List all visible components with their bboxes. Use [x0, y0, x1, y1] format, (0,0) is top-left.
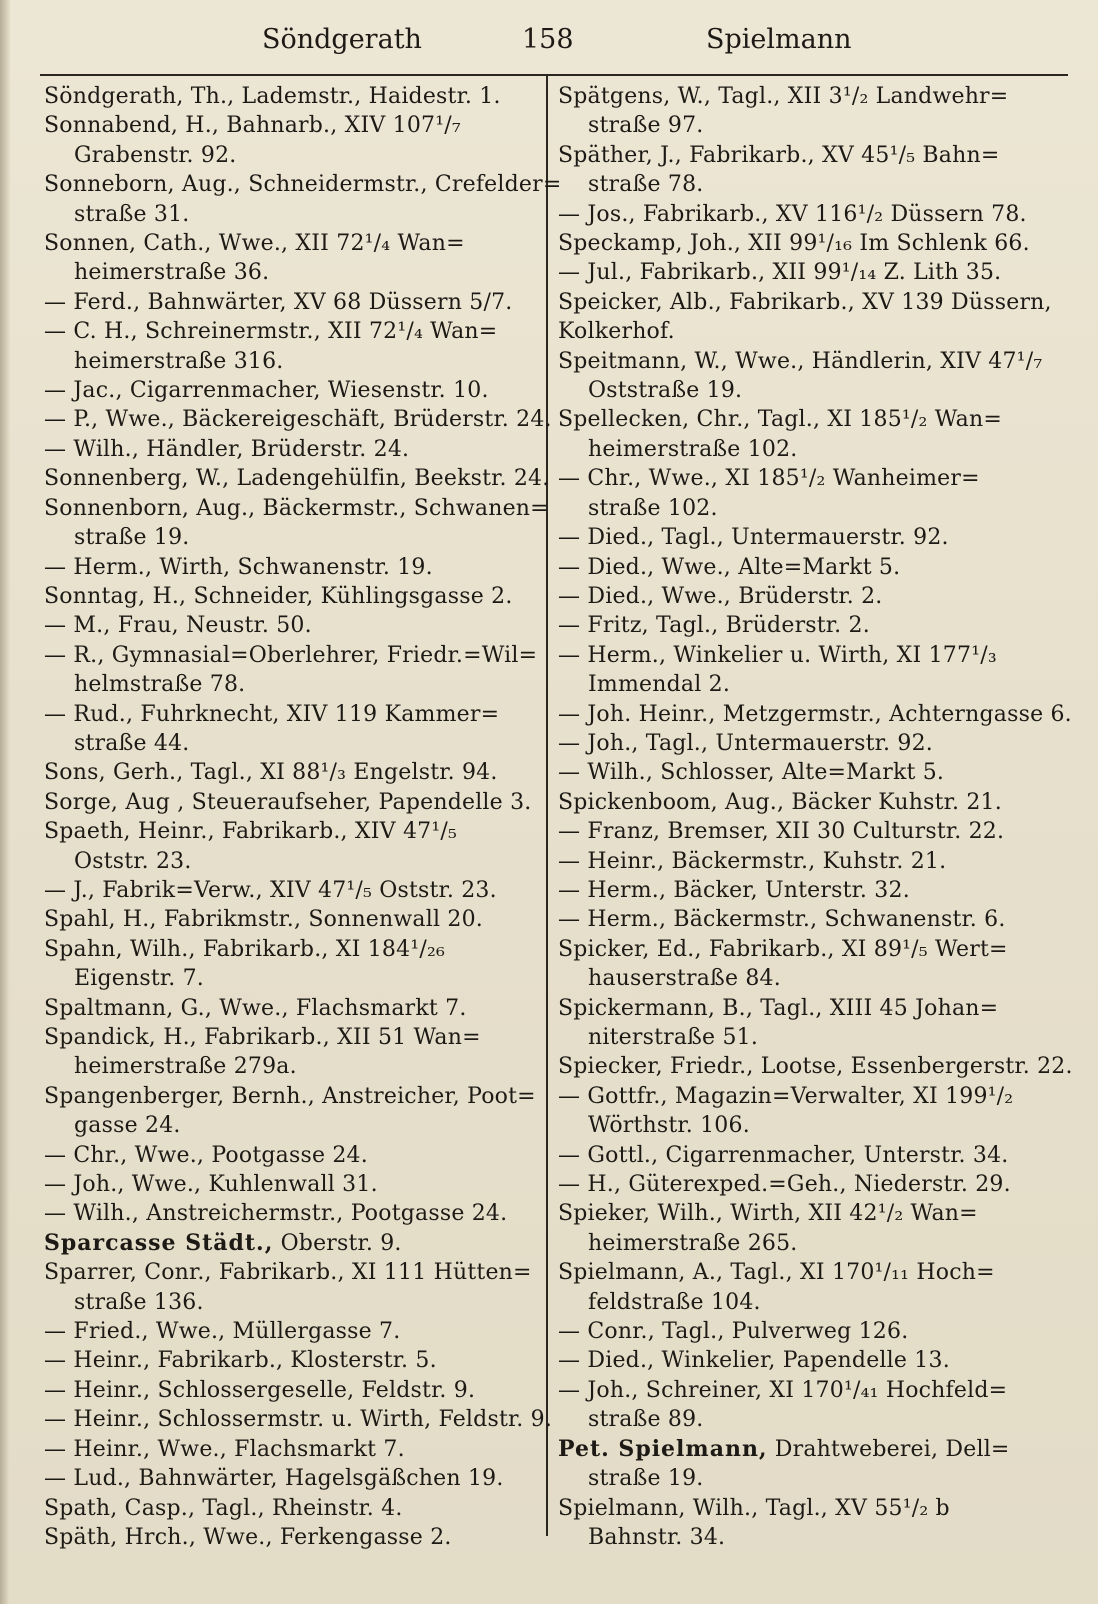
directory-line: [558, 847, 1063, 876]
directory-line: [44, 1494, 534, 1523]
entry-text: Sons, Gerh., Tagl., XI 88¹/₃ Engelstr. 94.: [44, 760, 498, 786]
entry-text: Sonnenberg, W., Ladengehülfin, Beekstr. 24.: [44, 466, 550, 492]
directory-line: [558, 405, 1063, 434]
directory-line: [44, 229, 534, 258]
directory-line: [44, 347, 534, 376]
directory-line: [44, 1317, 534, 1346]
entry-text: — Died., Tagl., Untermauerstr. 92.: [558, 525, 949, 551]
directory-line: [44, 847, 534, 876]
directory-line: [44, 82, 534, 111]
entry-text: — Herm., Winkelier u. Wirth, XI 177¹/₃: [558, 642, 997, 668]
entry-text: — Herm., Bäcker, Unterstr. 32.: [558, 877, 910, 903]
directory-line: [558, 758, 1063, 787]
entry-text: Kolkerhof.: [558, 319, 675, 345]
directory-line: [558, 1170, 1063, 1199]
entry-text: — Jac., Cigarrenmacher, Wiesenstr. 10.: [44, 378, 489, 404]
directory-line: [558, 817, 1063, 846]
directory-line: [44, 523, 534, 552]
entry-text: — H., Güterexped.=Geh., Niederstr. 29.: [558, 1172, 1011, 1198]
entry-text: — Fritz, Tagl., Brüderstr. 2.: [558, 613, 870, 639]
directory-line: [558, 1405, 1063, 1434]
entry-text: Sonnenborn, Aug., Bäckermstr., Schwanen=: [44, 495, 549, 521]
directory-line: [558, 170, 1063, 199]
directory-line: [44, 758, 534, 787]
directory-line: [44, 288, 534, 317]
entry-text: — Heinr., Schlossergeselle, Feldstr. 9.: [44, 1377, 476, 1403]
directory-line: [558, 435, 1063, 464]
entry-text: — R., Gymnasial=Oberlehrer, Friedr.=Wil=: [44, 642, 538, 668]
directory-line: [558, 229, 1063, 258]
entry-text: Spickermann, B., Tagl., XIII 45 Johan=: [558, 995, 999, 1021]
directory-line: [44, 1141, 534, 1170]
directory-line: [558, 347, 1063, 376]
entry-text: Eigenstr. 7.: [74, 966, 204, 992]
directory-line: [558, 1376, 1063, 1405]
entry-text: Wörthstr. 106.: [588, 1113, 750, 1139]
entry-text: hauserstraße 84.: [588, 966, 781, 992]
entry-text: Sparrer, Conr., Fabrikarb., XI 111 Hütten=: [44, 1260, 532, 1286]
directory-line: [44, 1199, 534, 1228]
entry-text: straße 102.: [588, 495, 718, 521]
directory-line: [44, 935, 534, 964]
directory-line: [558, 288, 1063, 317]
right-column: [558, 82, 1073, 1552]
directory-line: [44, 553, 534, 582]
directory-line: [558, 700, 1072, 729]
page-number: 158: [522, 24, 574, 55]
directory-line: [44, 994, 534, 1023]
entry-text: helmstraße 78.: [74, 672, 246, 698]
entry-text: — Heinr., Fabrikarb., Klosterstr. 5.: [44, 1348, 437, 1374]
entry-text: Speicker, Alb., Fabrikarb., XV 139 Düssern,: [558, 289, 1052, 315]
left-column: [44, 82, 562, 1552]
header-first-entry: Söndgerath: [262, 24, 422, 55]
directory-line: [44, 1376, 534, 1405]
entry-text: — Jos., Fabrikarb., XV 116¹/₂ Düssern 78.: [558, 201, 1027, 227]
entry-text: Spätgens, W., Tagl., XII 3¹/₂ Landwehr=: [558, 84, 1009, 109]
directory-line: [44, 1523, 534, 1552]
running-header: [0, 16, 1098, 60]
entry-text: Speckamp, Joh., XII 99¹/₁₆ Im Schlenk 66.: [558, 231, 1030, 257]
directory-line: [44, 405, 552, 434]
entry-text: Söndgerath, Th., Lademstr., Haidestr. 1.: [44, 84, 501, 109]
entry-text: Späth, Hrch., Wwe., Ferkengasse 2.: [44, 1524, 452, 1550]
entry-text: — Gottfr., Magazin=Verwalter, XI 199¹/₂: [558, 1083, 1014, 1109]
entry-text: — Heinr., Wwe., Flachsmarkt 7.: [44, 1436, 405, 1462]
entry-text: — Fried., Wwe., Müllergasse 7.: [44, 1319, 401, 1345]
entry-text: — Joh., Tagl., Untermauerstr. 92.: [558, 730, 933, 756]
directory-line: [44, 905, 534, 934]
directory-line: [44, 1464, 534, 1493]
entry-text: Spellecken, Chr., Tagl., XI 185¹/₂ Wan=: [558, 407, 1002, 433]
entry-text: — Conr., Tagl., Pulverweg 126.: [558, 1319, 909, 1345]
entry-text: — Franz, Bremser, XII 30 Culturstr. 22.: [558, 819, 1005, 845]
directory-line: [44, 141, 534, 170]
bold-entry-name: Sparcasse Städt.,: [44, 1229, 274, 1256]
directory-line: [44, 788, 534, 817]
entry-text: niterstraße 51.: [588, 1025, 759, 1050]
entry-text: — Heinr., Bäckermstr., Kuhstr. 21.: [558, 848, 947, 874]
entry-text: — Heinr., Schlossermstr. u. Wirth, Feldstr. 9.: [44, 1407, 553, 1433]
entry-text: Spangenberger, Bernh., Anstreicher, Poot=: [44, 1083, 536, 1109]
directory-line: [44, 1082, 534, 1111]
directory-line: [558, 523, 1063, 552]
entry-text: — Died., Wwe., Brüderstr. 2.: [558, 583, 883, 609]
directory-line: [558, 1023, 1063, 1052]
entry-text: — Chr., Wwe., Pootgasse 24.: [44, 1142, 368, 1168]
entry-text: straße 44.: [74, 730, 190, 756]
column-divider: [546, 76, 548, 1536]
entry-text: Sorge, Aug , Steueraufseher, Papendelle 3.: [44, 789, 532, 815]
entry-text: — Wilh., Anstreichermstr., Pootgasse 24.: [44, 1201, 508, 1227]
directory-line: [558, 376, 1063, 405]
entry-text: Späther, J., Fabrikarb., XV 45¹/₅ Bahn=: [558, 142, 1000, 168]
directory-line: [44, 1405, 553, 1434]
directory-line: [44, 641, 538, 670]
entry-text: straße 19.: [588, 1466, 704, 1492]
directory-line: [558, 1464, 1063, 1493]
directory-line: [558, 553, 1063, 582]
entry-text: — Died., Winkelier, Papendelle 13.: [558, 1348, 950, 1374]
directory-line: [558, 1258, 1063, 1287]
entry-text: Spaltmann, G., Wwe., Flachsmarkt 7.: [44, 995, 467, 1021]
entry-text: Spath, Casp., Tagl., Rheinstr. 4.: [44, 1495, 403, 1521]
entry-text: straße 136.: [74, 1289, 204, 1315]
directory-line: [558, 1523, 1063, 1552]
directory-line: [44, 1229, 534, 1258]
entry-text: Immendal 2.: [588, 672, 731, 698]
directory-line: [558, 670, 1063, 699]
directory-line: [558, 964, 1063, 993]
entry-text: heimerstraße 279a.: [74, 1054, 297, 1080]
directory-line: [558, 464, 1063, 493]
entry-text: — Herm., Wirth, Schwanenstr. 19.: [44, 554, 433, 580]
directory-line: [44, 1435, 534, 1464]
entry-text: gasse 24.: [74, 1113, 181, 1139]
directory-line: [44, 817, 534, 846]
directory-line: [558, 82, 1063, 111]
directory-line: [558, 905, 1063, 934]
entry-text: Spahl, H., Fabrikmstr., Sonnenwall 20.: [44, 907, 483, 933]
directory-line: [44, 964, 534, 993]
entry-text: Sonneborn, Aug., Schneidermstr., Crefelder=: [44, 172, 562, 198]
entry-text: — J., Fabrik=Verw., XIV 47¹/₅ Oststr. 23.: [44, 877, 497, 903]
directory-line: [558, 141, 1063, 170]
directory-line: [558, 1111, 1063, 1140]
entry-text: heimerstraße 36.: [74, 260, 270, 286]
directory-line: [44, 376, 534, 405]
directory-line: [558, 1435, 1063, 1464]
directory-line: [44, 258, 534, 287]
directory-line: [558, 994, 1063, 1023]
directory-line: [558, 729, 1063, 758]
entry-text: Spieker, Wilh., Wirth, XII 42¹/₂ Wan=: [558, 1201, 978, 1227]
entry-text: — Lud., Bahnwärter, Hagelsgäßchen 19.: [44, 1466, 504, 1492]
directory-line: [558, 788, 1063, 817]
directory-line: [558, 200, 1063, 229]
entry-text: Spaeth, Heinr., Fabrikarb., XIV 47¹/₅: [44, 819, 458, 845]
directory-line: [558, 935, 1063, 964]
entry-text: heimerstraße 265.: [588, 1230, 798, 1256]
directory-line: [558, 876, 1063, 905]
directory-line: [44, 1170, 534, 1199]
entry-text: — Wilh., Schlosser, Alte=Markt 5.: [558, 760, 945, 786]
page-binding-edge: [0, 0, 10, 1604]
directory-line: [558, 1317, 1063, 1346]
entry-text: — Gottl., Cigarrenmacher, Unterstr. 34.: [558, 1142, 1009, 1168]
entry-text: Oberstr. 9.: [273, 1230, 402, 1256]
directory-line: [558, 1346, 1063, 1375]
directory-line: [44, 611, 534, 640]
directory-line: [44, 317, 534, 346]
directory-line: [558, 1229, 1063, 1258]
entry-text: — Wilh., Händler, Brüderstr. 24.: [44, 436, 410, 462]
directory-line: [558, 1494, 1063, 1523]
entry-text: — Joh. Heinr., Metzgermstr., Achterngasse 6.: [558, 701, 1072, 727]
entry-text: — Rud., Fuhrknecht, XIV 119 Kammer=: [44, 701, 500, 727]
header-rule: [40, 74, 1068, 76]
directory-line: [44, 170, 562, 199]
directory-line: [44, 729, 534, 758]
directory-line: [558, 1141, 1063, 1170]
directory-line: [44, 1052, 534, 1081]
entry-text: Bahnstr. 34.: [588, 1524, 726, 1550]
directory-line: [44, 464, 550, 493]
directory-line: [44, 111, 534, 140]
directory-line: [558, 1082, 1063, 1111]
entry-text: — Herm., Bäckermstr., Schwanenstr. 6.: [558, 907, 1006, 933]
directory-line: [558, 1052, 1073, 1081]
directory-line: [44, 200, 534, 229]
directory-line: [558, 494, 1063, 523]
entry-text: Spahn, Wilh., Fabrikarb., XI 184¹/₂₆: [44, 936, 445, 962]
entry-text: — Joh., Wwe., Kuhlenwall 31.: [44, 1172, 378, 1198]
entry-text: Sonnen, Cath., Wwe., XII 72¹/₄ Wan=: [44, 231, 465, 257]
entry-text: — Jul., Fabrikarb., XII 99¹/₁₄ Z. Lith 35.: [558, 260, 1002, 286]
header-last-entry: Spielmann: [706, 24, 852, 55]
entry-text: straße 97.: [588, 113, 704, 139]
directory-line: [44, 582, 534, 611]
entry-text: Oststr. 23.: [74, 848, 192, 874]
directory-line: [558, 258, 1063, 287]
directory-line: [558, 582, 1063, 611]
directory-line: [44, 1258, 534, 1287]
entry-text: Spielmann, A., Tagl., XI 170¹/₁₁ Hoch=: [558, 1260, 995, 1286]
directory-line: [44, 876, 534, 905]
directory-line: [558, 1288, 1063, 1317]
directory-line: [44, 670, 534, 699]
entry-text: straße 19.: [74, 525, 190, 551]
entry-text: straße 78.: [588, 172, 704, 198]
directory-line: [558, 1199, 1063, 1228]
entry-text: Sonntag, H., Schneider, Kühlingsgasse 2.: [44, 583, 513, 609]
directory-line: [44, 1023, 534, 1052]
directory-line: [558, 111, 1063, 140]
directory-line: [44, 435, 534, 464]
entry-text: — Died., Wwe., Alte=Markt 5.: [558, 554, 901, 580]
entry-text: straße 89.: [588, 1407, 704, 1433]
entry-text: Spiecker, Friedr., Lootse, Essenbergerstr. 22.: [558, 1054, 1073, 1080]
directory-line: [44, 1346, 534, 1375]
entry-text: heimerstraße 102.: [588, 436, 798, 462]
entry-text: — C. H., Schreinermstr., XII 72¹/₄ Wan=: [44, 319, 498, 345]
entry-text: Spickenboom, Aug., Bäcker Kuhstr. 21.: [558, 789, 1002, 815]
entry-text: straße 31.: [74, 201, 190, 227]
entry-text: feldstraße 104.: [588, 1289, 761, 1315]
entry-text: — P., Wwe., Bäckereigeschäft, Brüderstr. 24.: [44, 407, 552, 433]
entry-text: — Chr., Wwe., XI 185¹/₂ Wanheimer=: [558, 466, 980, 492]
entry-text: Drahtweberei, Dell=: [767, 1436, 1010, 1462]
directory-line: [44, 1111, 534, 1140]
directory-line: [558, 317, 1063, 346]
entry-text: — Ferd., Bahnwärter, XV 68 Düssern 5/7.: [44, 289, 513, 315]
bold-entry-name: Pet. Spielmann,: [558, 1435, 768, 1462]
entry-text: Sonnabend, H., Bahnarb., XIV 107¹/₇: [44, 113, 461, 139]
entry-text: heimerstraße 316.: [74, 348, 284, 374]
entry-text: Oststraße 19.: [588, 378, 743, 404]
directory-line: [44, 700, 534, 729]
entry-text: Grabenstr. 92.: [74, 142, 237, 168]
entry-text: Speitmann, W., Wwe., Händlerin, XIV 47¹/₇: [558, 348, 1043, 374]
entry-text: — Joh., Schreiner, XI 170¹/₄₁ Hochfeld=: [558, 1377, 1008, 1403]
entry-text: — M., Frau, Neustr. 50.: [44, 613, 312, 639]
directory-line: [44, 1288, 534, 1317]
entry-text: Spicker, Ed., Fabrikarb., XI 89¹/₅ Wert=: [558, 936, 1008, 962]
directory-line: [558, 611, 1063, 640]
directory-line: [44, 494, 549, 523]
directory-line: [558, 641, 1063, 670]
entry-text: Spielmann, Wilh., Tagl., XV 55¹/₂ b: [558, 1495, 950, 1521]
entry-text: Spandick, H., Fabrikarb., XII 51 Wan=: [44, 1025, 481, 1050]
